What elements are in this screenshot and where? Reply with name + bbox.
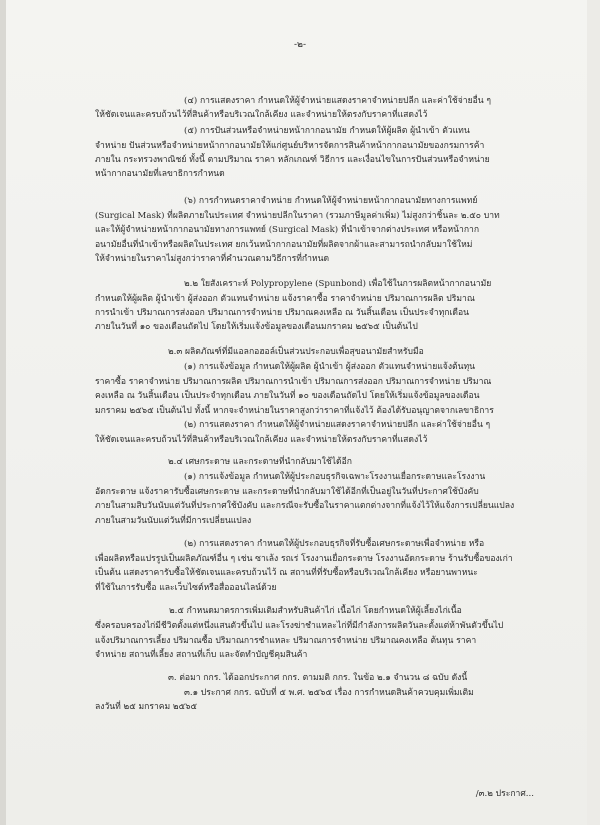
text-line: ๓. ต่อมา กกร. ได้ออกประกาศ กกร. ตามมติ กกร. ในข้อ ๒.๑ จำนวน ๘ ฉบับ ดังนี้ — [168, 673, 468, 683]
text-line: อัดกระดาษ แจ้งราคารับซื้อเศษกระดาษ และกระดาษที่นำกลับมาใช้ได้อีกที่เป็นอยู่ในวันที่ประกาศใช้บังคับ — [95, 487, 479, 497]
text-line: ลงวันที่ ๒๕ มกราคม ๒๕๖๕ — [95, 702, 198, 712]
text-line: (Surgical Mask) ที่ผลิตภายในประเทศ จำหน่ายปลีกในราคา (รวมภาษีมูลค่าเพิ่ม) ไม่สูงกว่าชิ้นละ ๒.๕๐ บาท — [95, 211, 500, 221]
text-line: (๖) การกำหนดราคาจำหน่าย กำหนดให้ผู้จำหน่ายหน้ากากอนามัยทางการแพทย์ — [184, 196, 478, 206]
text-line: และให้ผู้จำหน่ายหน้ากากอนามัยทางการแพทย์ (Surgical Mask) ที่นำเข้าจากต่างประเทศ หรือหน้ากาก — [95, 225, 480, 235]
text-line: คงเหลือ ณ วันสิ้นเดือน เป็นประจำทุกเดือน ภายในวันที่ ๑๐ ของเดือนถัดไป โดยให้เริ่มแจ้งข้อมูลของเดือน — [95, 391, 480, 401]
text-line: ให้ชัดเจนและครบถ้วนไว้ที่สินค้าหรือบริเวณใกล้เคียง และจำหน่ายให้ตรงกับราคาที่แสดงไว้ — [95, 110, 428, 120]
text-line: จำหน่าย สถานที่เลี้ยง สถานที่เก็บ และจัดทำบัญชีคุมสินค้า — [95, 650, 308, 660]
continuation-footer: /๓.๒ ประกาศ... — [475, 789, 534, 799]
text-line: ๒.๒ ใยสังเคราะห์ Polypropylene (Spunbond) เพื่อใช้ในการผลิตหน้ากากอนามัย — [184, 279, 492, 289]
text-line: กำหนดให้ผู้ผลิต ผู้นำเข้า ผู้ส่งออก ตัวแทนจำหน่าย แจ้งราคาซื้อ ราคาจำหน่าย ปริมาณการผลิต ปริมาณ — [95, 294, 475, 304]
text-line: (๑) การแจ้งข้อมูล กำหนดให้ผู้ผลิต ผู้นำเข้า ผู้ส่งออก ตัวแทนจำหน่ายแจ้งต้นทุน — [184, 362, 476, 372]
text-line: (๕) การปันส่วนหรือจำหน่ายหน้ากากอนามัย กำหนดให้ผู้ผลิต ผู้นำเข้า ตัวแทน — [184, 126, 470, 136]
text-line: เพื่อผลิตหรือแปรรูปเป็นผลิตภัณฑ์อื่น ๆ เช่น ซาเล้ง รถเร่ โรงงานเยื่อกระดาษ โรงงานอัดกระดาษ ร้านรับซื้อของเก่า — [95, 554, 513, 564]
text-line: ให้จำหน่ายในราคาไม่สูงกว่าราคาที่คำนวณตามวิธีการที่กำหนด — [95, 254, 330, 264]
text-line: การนำเข้า ปริมาณการส่งออก ปริมาณการจำหน่าย ปริมาณคงเหลือ ณ วันสิ้นเดือน เป็นประจำทุกเดือน — [95, 308, 470, 318]
text-line: หน้ากากอนามัยที่เลขาธิการกำหนด — [95, 169, 225, 179]
text-line: ๒.๔ เศษกระดาษ และกระดาษที่นำกลับมาใช้ได้อีก — [168, 457, 352, 467]
text-line: จำหน่าย ปันส่วนหรือจำหน่ายหน้ากากอนามัยให้แก่ศูนย์บริหารจัดการสินค้าหน้ากากอนามัยของกรมการค้า — [95, 141, 485, 151]
text-line: ให้ชัดเจนและครบถ้วนไว้ที่สินค้าหรือบริเวณใกล้เคียง และจำหน่ายให้ตรงกับราคาที่แสดงไว้ — [95, 435, 428, 445]
text-line: (๔) การแสดงราคา กำหนดให้ผู้จำหน่ายแสดงราคาจำหน่ายปลีก และค่าใช้จ่ายอื่น ๆ — [184, 96, 491, 106]
text-line: ราคาซื้อ ราคาจำหน่าย ปริมาณการผลิต ปริมาณการนำเข้า ปริมาณการส่งออก ปริมาณการจำหน่าย ปริมาณ — [95, 377, 492, 387]
text-line: (๒) การแสดงราคา กำหนดให้ผู้ประกอบธุรกิจที่รับซื้อเศษกระดาษเพื่อจำหน่าย หรือ — [184, 539, 485, 549]
text-line: เป็นต้น แสดงราคารับซื้อให้ชัดเจนและครบถ้วนไว้ ณ สถานที่ที่รับซื้อหรือบริเวณใกล้เคียง หรือยานพาหนะ — [95, 568, 478, 578]
text-line: ภายในสามวันนับแต่วันที่มีการเปลี่ยนแปลง — [95, 516, 252, 526]
text-line: ภายในสามสิบวันนับแต่วันที่ประกาศใช้บังคับ และกรณีจะรับซื้อในราคาแตกต่างจากที่แจ้งไว้ให้แจ้งการเปลี่ยนแปลง — [95, 501, 515, 511]
text-line: (๑) การแจ้งข้อมูล กำหนดให้ผู้ประกอบธุรกิจเฉพาะโรงงานเยื่อกระดาษและโรงงาน — [184, 472, 486, 482]
page-number: -๒- — [293, 40, 306, 50]
text-line: ที่ใช้ในการรับซื้อ และเว็บไซต์หรือสื่อออนไลน์ด้วย — [95, 583, 277, 593]
text-line: อนามัยอื่นที่นำเข้าหรือผลิตในประเทศ ยกเว้นหน้ากากอนามัยที่ผลิตจากผ้าและสามารถนำกลับมาใช้ใหม่ — [95, 240, 473, 250]
text-line: ๓.๑ ประกาศ กกร. ฉบับที่ ๕ พ.ศ. ๒๕๖๕ เรื่อง การกำหนดสินค้าควบคุมเพิ่มเติม — [184, 688, 474, 698]
text-line: ๒.๕ กำหนดมาตรการเพิ่มเติมสำหรับสินค้าไก่ เนื้อไก่ โดยกำหนดให้ผู้เลี้ยงไก่เนื้อ — [169, 606, 462, 616]
text-line: (๒) การแสดงราคา กำหนดให้ผู้จำหน่ายแสดงราคาจำหน่ายปลีก และค่าใช้จ่ายอื่น ๆ — [184, 420, 491, 430]
text-line: มกราคม ๒๕๖๕ เป็นต้นไป ทั้งนี้ หากจะจำหน่ายในราคาสูงกว่าราคาที่แจ้งไว้ ต้องได้รับอนุญาตจากเลขาธิการ — [95, 406, 494, 416]
text-line: แจ้งปริมาณการเลี้ยง ปริมาณซื้อ ปริมาณการชำแหละ ปริมาณการจำหน่าย ปริมาณคงเหลือ ต้นทุน ราคา — [95, 636, 477, 646]
scan-left-edge — [0, 0, 6, 825]
text-line: ๒.๓ ผลิตภัณฑ์ที่มีแอลกอฮอล์เป็นส่วนประกอบเพื่อสุขอนามัยสำหรับมือ — [168, 347, 424, 357]
text-line: ซึ่งครอบครองไก่มีชีวิตตั้งแต่หนึ่งแสนตัวขึ้นไป และโรงฆ่าชำแหละไก่ที่มีกำลังการผลิตวันละตั้งแต่ห้าพันตัวขึ้นไป — [95, 621, 504, 631]
text-line: ภายในวันที่ ๑๐ ของเดือนถัดไป โดยให้เริ่มแจ้งข้อมูลของเดือนมกราคม ๒๕๖๕ เป็นต้นไป — [95, 322, 418, 332]
text-line: ภายใน กระทรวงพาณิชย์ ทั้งนี้ ตามปริมาณ ราคา หลักเกณฑ์ วิธีการ และเงื่อนไขในการปันส่วนหรือจำหน่าย — [95, 155, 490, 165]
scan-right-edge — [587, 0, 600, 825]
